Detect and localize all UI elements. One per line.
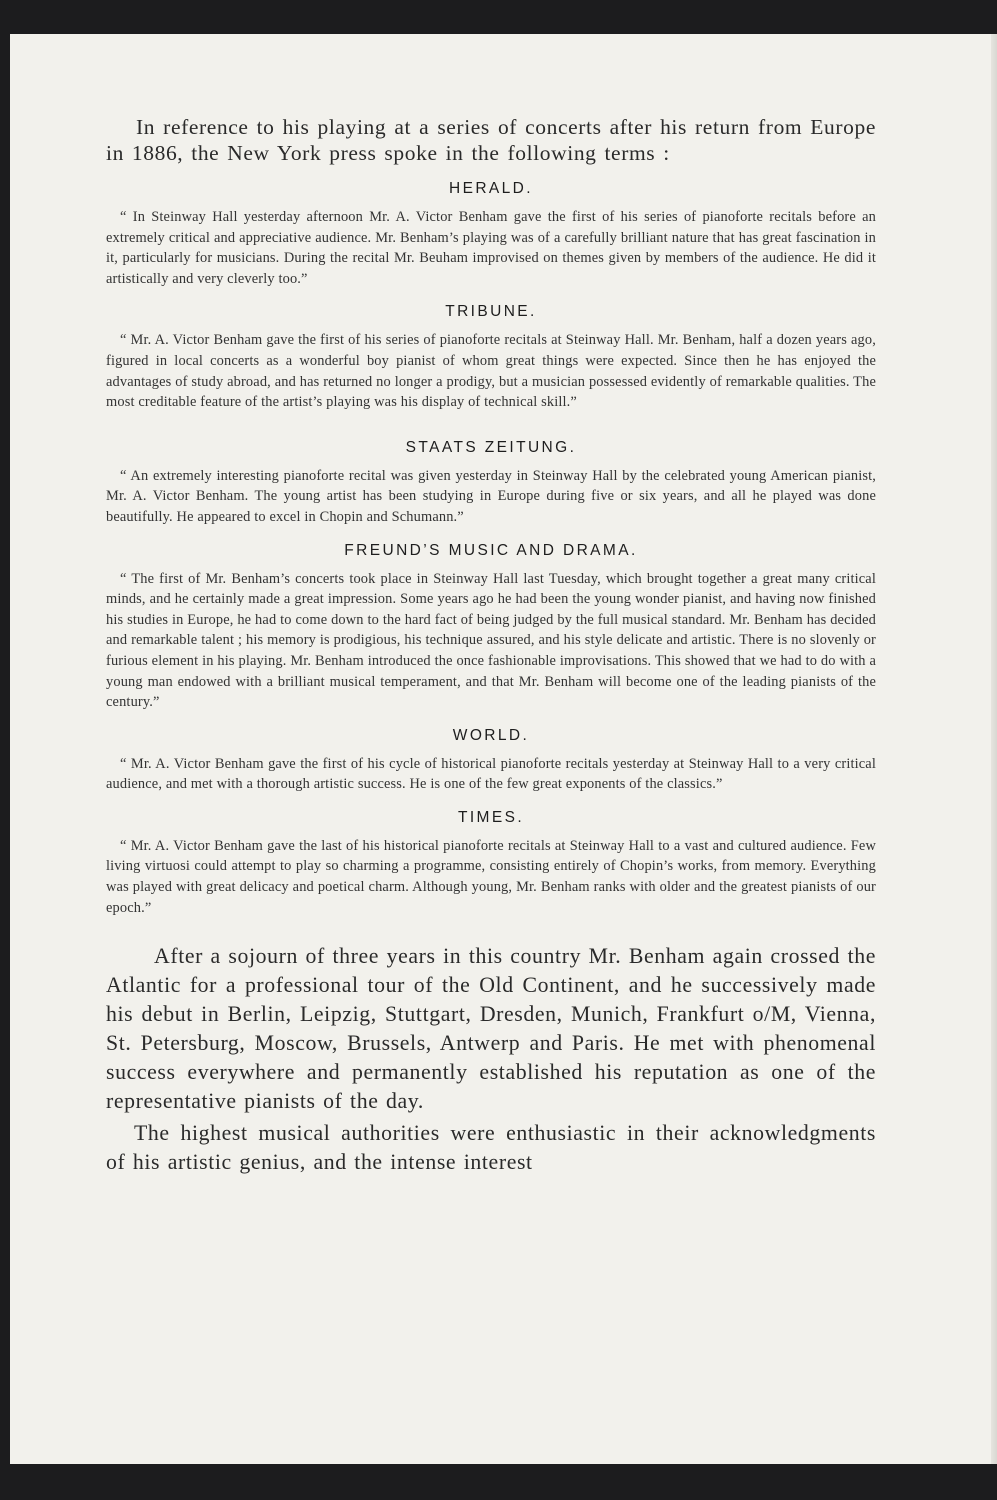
review-heading-staats-zeitung: STAATS ZEITUNG. bbox=[405, 438, 577, 456]
review-text-freunds: “ The first of Mr. Benham’s concerts took place in Steinway Hall last Tuesday, which brought together a great many critical minds, and he certainly made a great impression. Some years ago he had been the young wonder pianist, and having now finished his studies in Europe, he had to come down to the hard fact of being judged by the full musical standard. Mr. Benham has decided and remarkable talent ; his memory is prodigious, his technique assured, and his style delicate and artistic. There is no slovenly or furious element in his playing. Mr. Benham introduced the once fashionable improvisations. This showed that we had to do with a young man endowed with a brilliant musical temperament, and that Mr. Benham will become one of the leading pianists of the century.” bbox=[106, 570, 876, 711]
review-text-times: “ Mr. A. Victor Benham gave the last of his historical pianoforte recitals at Steinway Hall to a vast and cultured audience. Few living virtuosi could attempt to play so charming a programme, consisting entirely of Chopin’s works, from memory. Everything was played with great delicacy and poetical charm. Although young, Mr. Benham ranks with older and the greatest pianists of our epoch.” bbox=[106, 837, 876, 916]
review-heading-freunds: FREUND’S MUSIC AND DRAMA. bbox=[344, 541, 638, 559]
closing-paragraph-2: The highest musical authorities were enthusiastic in their acknowledgments of his artistic genius, and the intense interest bbox=[106, 1121, 876, 1175]
review-heading-times: TIMES. bbox=[457, 808, 525, 826]
review-heading-world: WORLD. bbox=[452, 726, 530, 744]
review-heading-tribune: TRIBUNE. bbox=[445, 303, 537, 321]
intro-paragraph: In reference to his playing at a series of concerts after his return from Europe in 1886, the New York press spoke in the following terms : bbox=[106, 115, 876, 165]
review-text-staats-zeitung: “ An extremely interesting pianoforte recital was given yesterday in Steinway Hall by the celebrated young American pianist, Mr. A. Victor Benham. The young artist has been studying in Europe during five or six years, and all he played was done beautifully. He appeared to excel in Chopin and Schumann.” bbox=[106, 467, 876, 525]
document-page bbox=[10, 34, 997, 1464]
review-heading-herald: HERALD. bbox=[449, 180, 533, 197]
review-text-herald: “ In Steinway Hall yesterday afternoon Mr. A. Victor Benham gave the first of his series of pianoforte recitals before an extremely critical and appreciative audience. Mr. Benham’s playing was of a carefully brilliant nature that has great fascination in it, particularly for musicians. During the recital Mr. Beuham improvised on themes given by members of the audience. He did it artistically and very cleverly too.” bbox=[106, 209, 876, 287]
review-text-world: “ Mr. A. Victor Benham gave the first of his cycle of historical pianoforte recitals yesterday at Steinway Hall to a very critical audience, and met with a thorough artistic success. He is one of the few great exponents of the classics.” bbox=[106, 755, 876, 793]
closing-paragraph-1: After a sojourn of three years in this country Mr. Benham again crossed the Atlantic for a professional tour of the Old Continent, and he successively made his debut in Berlin, Leipzig, Stuttgart, Dresden, Munich, Frankfurt o/M, Vienna, St. Petersburg, Moscow, Brussels, Antwerp and Paris. He met with phenomenal success everywhere and permanently established his reputation as one of the representative pianists of the day. bbox=[106, 944, 876, 1114]
review-text-tribune: “ Mr. A. Victor Benham gave the first of his series of pianoforte recitals at Steinway Hall. Mr. Benham, half a dozen years ago, figured in local concerts as a wonderful boy pianist of whom great things were expected. Since then he has enjoyed the advantages of study abroad, and has returned no longer a prodigy, but a musician possessed evidently of remarkable qualities. The most creditable feature of the artist’s playing was his display of technical skill.” bbox=[106, 332, 876, 411]
page-content bbox=[106, 114, 876, 1177]
